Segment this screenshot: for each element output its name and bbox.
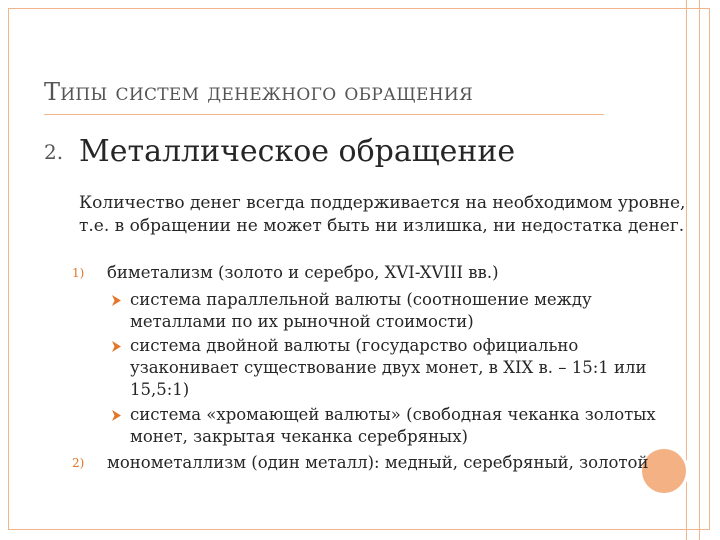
list-item: монометаллизм (один металл): медный, серебряный, золотой <box>107 453 649 472</box>
intro-line: т.е. в обращении не может быть ни излишка, ни недостатка денег. <box>79 216 685 236</box>
subitem-line: система параллельной валюты (соотношение между <box>130 290 592 309</box>
list-item: биметализм (золото и серебро, XVI-XVIII вв.) <box>107 263 499 282</box>
subitem-line: узаконивает существование двух монет, в XIX в. – 15:1 или <box>130 358 647 377</box>
subitem-line: металлами по их рыночной стоимости) <box>130 312 474 331</box>
list-subitem <box>130 404 656 448</box>
intro-paragraph <box>79 192 686 238</box>
side-rule <box>699 0 700 540</box>
arrow-bullet-icon <box>112 341 121 352</box>
intro-line: Количество денег всегда поддерживается на необходимом уровне, <box>79 193 686 213</box>
slide-title: Типы систем денежного обращения <box>44 78 474 106</box>
arrow-bullet-icon <box>112 295 121 306</box>
subitem-line: система двойной валюты (государство официально <box>130 336 579 355</box>
section-heading: Металлическое обращение <box>79 134 516 169</box>
list-subitem <box>130 289 592 333</box>
side-rule <box>686 0 687 540</box>
subitem-line: система «хромающей валюты» (свободная чеканка золотых <box>130 405 656 424</box>
list-number: 1) <box>72 266 85 280</box>
subitem-line: монет, закрытая чеканка серебряных) <box>130 427 468 446</box>
list-number: 2) <box>72 456 85 470</box>
subitem-line: 15,5:1) <box>130 380 190 399</box>
list-subitem <box>130 335 647 401</box>
heading-number: 2. <box>44 140 64 164</box>
decorative-circle <box>642 449 686 493</box>
title-divider <box>44 114 604 115</box>
arrow-bullet-icon <box>112 410 121 421</box>
